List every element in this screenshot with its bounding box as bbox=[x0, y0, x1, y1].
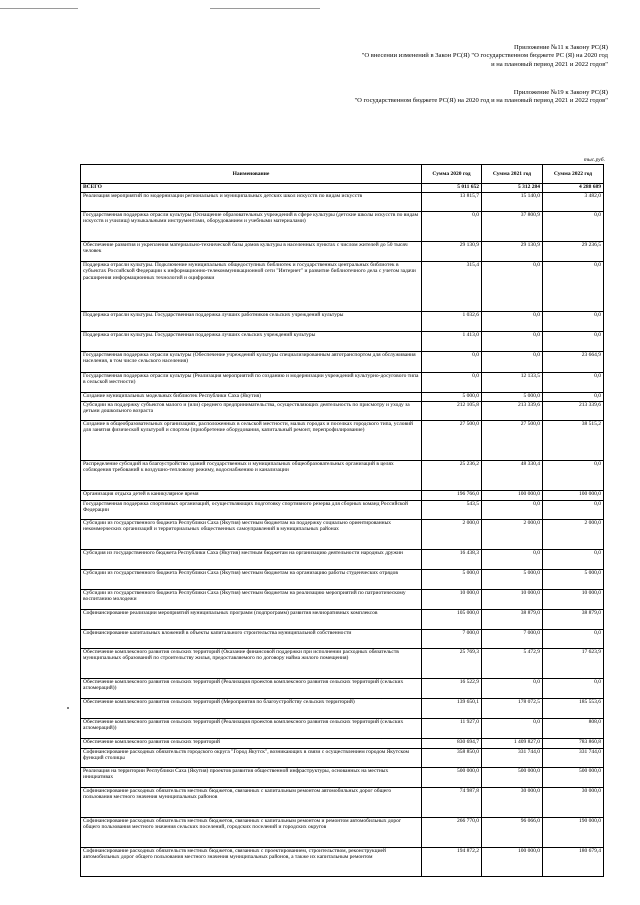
row-value-2022: 0,0 bbox=[543, 393, 604, 402]
appendix-11-line3: и на плановый период 2021 и 2022 годов" bbox=[491, 60, 608, 68]
row-value-2020: 543,5 bbox=[422, 501, 482, 520]
row-value-2022: 30 000,0 bbox=[543, 788, 604, 818]
row-value-2022: 0,0 bbox=[543, 212, 604, 242]
row-value-2022: 180 679,4 bbox=[543, 848, 604, 877]
row-value-2020: 0,0 bbox=[422, 373, 482, 393]
row-name: Реализация на территории Республики Саха (Якутия) проектов развития общественной инфраструктуры, основанных на местных инициативах bbox=[81, 768, 422, 788]
row-value-2021: 0,0 bbox=[482, 262, 543, 312]
row-value-2021: 1 409 827,0 bbox=[482, 739, 543, 749]
row-value-2022: 3 482,0 bbox=[543, 193, 604, 212]
row-value-2020: 5 011 652 bbox=[422, 184, 482, 193]
row-value-2022: 23 664,9 bbox=[543, 352, 604, 373]
row-value-2021: 100 000,0 bbox=[482, 491, 543, 501]
row-value-2021: 0,0 bbox=[482, 679, 543, 699]
row-value-2022: 190 000,0 bbox=[543, 818, 604, 848]
row-value-2022: 0,0 bbox=[543, 332, 604, 352]
appendix-19-line1: Приложение №19 к Закону РС(Я) bbox=[513, 89, 608, 96]
budget-table bbox=[80, 164, 604, 877]
column-header-2020: Сумма 2020 год bbox=[422, 165, 482, 184]
row-value-2022: 185 553,6 bbox=[543, 699, 604, 719]
row-value-2020: 266 770,0 bbox=[422, 818, 482, 848]
row-name: Софинансирование реализации мероприятий муниципальных программ (подпрограмм) развития мелиоративных комплексов bbox=[81, 610, 422, 630]
row-value-2022: 10 000,0 bbox=[543, 590, 604, 610]
row-name: Софинансирование расходных обязательств городского округа "Город Якутск", возникающих в связи с осуществлением городом Якутском функций столицы bbox=[81, 749, 422, 768]
row-value-2022: 0,0 bbox=[543, 501, 604, 520]
row-value-2020: 29 130,9 bbox=[422, 242, 482, 262]
row-name: Субсидии из государственного бюджета Республики Саха (Якутия) местным бюджетам на поддержку социально ориентированных некоммерческих организаций и территориальных общественных самоуправлений в муниципальных районах bbox=[81, 520, 422, 550]
row-value-2022: 0,0 bbox=[543, 373, 604, 393]
row-name: Субсидии из государственного бюджета Республики Саха (Якутия) местным бюджетам на реализацию мероприятий по патриотическому воспитанию молодежи bbox=[81, 590, 422, 610]
row-value-2021: 213 339,6 bbox=[482, 402, 543, 421]
row-value-2020: 830 694,7 bbox=[422, 739, 482, 749]
units-label: тыс.руб. bbox=[583, 157, 605, 163]
row-value-2022: 0,0 bbox=[543, 262, 604, 312]
row-value-2021: 38 879,0 bbox=[482, 610, 543, 630]
row-value-2022: 0,0 bbox=[543, 312, 604, 332]
row-value-2020: 7 000,0 bbox=[422, 630, 482, 649]
row-value-2020: 16 522,9 bbox=[422, 679, 482, 699]
row-value-2020: 0,0 bbox=[422, 352, 482, 373]
appendix-19-line2: "О государственном бюджете РС(Я) на 2020 год и на плановый период 2021 и 2022 годов" bbox=[354, 97, 608, 105]
appendix-11-line2: "О внесении изменений в Закон РС(Я) "О государственном бюджете РС (Я) на 2020 год bbox=[361, 52, 608, 60]
row-value-2021: 0,0 bbox=[482, 550, 543, 570]
row-name: Софинансирование расходных обязательств местных бюджетов, связанных с проектированием, строительством, реконструкцией автомобильных дорог общего пользования местного значения муниципальных районов, а также их капитальным ремонтом bbox=[81, 848, 422, 877]
row-name: Софинансирование расходных обязательств местных бюджетов, связанных с капитальным ремонтом автомобильных дорог общего пользования местного значения муниципальных районов bbox=[81, 788, 422, 818]
row-value-2020: 196 766,0 bbox=[422, 491, 482, 501]
row-name: Реализация мероприятий по модернизации региональных и муниципальных детских школ искусств по видам искусств bbox=[81, 193, 422, 212]
row-name: Субсидии из государственного бюджета Республики Саха (Якутия) местным бюджетам на организацию работы студенческих отрядов bbox=[81, 570, 422, 590]
row-value-2021: 5 312 284 bbox=[482, 184, 543, 193]
row-value-2020: 139 650,1 bbox=[422, 699, 482, 719]
row-name: Государственная поддержка отрасли культуры (Оснащение образовательных учреждений в сфере культуры (детские школы искусств по видам искусств и училищ) музыкальными инструментами, оборудованием и учебными материалами) bbox=[81, 212, 422, 242]
row-value-2021: 37 800,9 bbox=[482, 212, 543, 242]
row-value-2020: 13 815,7 bbox=[422, 193, 482, 212]
row-value-2020: 10 000,0 bbox=[422, 590, 482, 610]
row-value-2020: 27 500,0 bbox=[422, 421, 482, 461]
row-name: Государственная поддержка спортивных организаций, осуществляющих подготовку спортивного резерва для сборных команд Российской Федерации bbox=[81, 501, 422, 520]
row-value-2020: 500 000,0 bbox=[422, 768, 482, 788]
row-value-2020: 194 872,2 bbox=[422, 848, 482, 877]
row-name: Создание муниципальных модельных библиотек Республики Саха (Якутия) bbox=[81, 393, 422, 402]
row-name: Обеспечение комплексного развития сельских территорий (Реализация проектов комплексного развития сельских территорий (сельских агломераций)) bbox=[81, 679, 422, 699]
row-value-2022: 17 623,9 bbox=[543, 649, 604, 679]
row-value-2021: 2 000,0 bbox=[482, 520, 543, 550]
column-header-name: Наименование bbox=[81, 165, 422, 184]
row-value-2022: 331 744,0 bbox=[543, 749, 604, 768]
row-value-2022: 38 879,0 bbox=[543, 610, 604, 630]
row-value-2022: 29 236,5 bbox=[543, 242, 604, 262]
row-value-2021: 15 140,0 bbox=[482, 193, 543, 212]
row-value-2022: 808,0 bbox=[543, 719, 604, 739]
row-value-2021: 0,0 bbox=[482, 501, 543, 520]
row-value-2020: 5 000,0 bbox=[422, 393, 482, 402]
row-value-2021: 12 133,5 bbox=[482, 373, 543, 393]
appendix-19-header bbox=[354, 89, 608, 106]
row-value-2021: 7 000,0 bbox=[482, 630, 543, 649]
row-name: Обеспечение комплексного развития сельских территорий bbox=[81, 739, 422, 749]
row-value-2022: 783 860,8 bbox=[543, 739, 604, 749]
row-value-2022: 5 000,0 bbox=[543, 570, 604, 590]
row-value-2020: 1 413,0 bbox=[422, 332, 482, 352]
row-name: Государственная поддержка отрасли культуры (Обеспечение учреждений культуры специализированным автотранспортом для обслуживания населения, в том числе сельского населения) bbox=[81, 352, 422, 373]
row-name: Обеспечение комплексного развития сельских территорий (Реализация проектов комплексного развития сельских территорий (сельских агломераций)) bbox=[81, 719, 422, 739]
row-value-2022: 213 339,6 bbox=[543, 402, 604, 421]
row-value-2020: 11 927,0 bbox=[422, 719, 482, 739]
row-value-2021: 96 066,0 bbox=[482, 818, 543, 848]
row-value-2021: 30 000,0 bbox=[482, 788, 543, 818]
appendix-11-header bbox=[362, 44, 608, 69]
row-value-2020: 315,4 bbox=[422, 262, 482, 312]
scan-artifact-line bbox=[0, 8, 78, 9]
row-value-2021: 0,0 bbox=[482, 719, 543, 739]
scan-speck bbox=[67, 707, 69, 709]
row-name: Субсидия из государственного бюджета Республики Саха (Якутия) местным бюджетам на организацию деятельности народных дружин bbox=[81, 550, 422, 570]
row-value-2021: 0,0 bbox=[482, 332, 543, 352]
row-name: Организация отдыха детей в каникулярное время bbox=[81, 491, 422, 501]
row-value-2020: 5 000,0 bbox=[422, 570, 482, 590]
row-value-2020: 2 000,0 bbox=[422, 520, 482, 550]
row-name: Поддержка отрасли культуры. Государственная поддержка лучших сельских учреждений культуры bbox=[81, 332, 422, 352]
row-value-2021: 5 000,0 bbox=[482, 570, 543, 590]
row-value-2021: 0,0 bbox=[482, 352, 543, 373]
row-name: Поддержка отрасли культуры. Государственная поддержка лучших работников сельских учреждений культуры bbox=[81, 312, 422, 332]
row-name: Обеспечение комплексного развития сельских территорий (Мероприятия по благоустройству сельских территорий) bbox=[81, 699, 422, 719]
scan-artifact-line bbox=[210, 8, 320, 9]
row-name: Создание в общеобразовательных организациях, расположенных в сельской местности, малых городах и поселках городского типа, условий для занятия физической культурой и спортом (приобретение оборудования, капитальный ремонт, перепрофилирование) bbox=[81, 421, 422, 461]
row-name: Государственная поддержка отрасли культуры (Реализация мероприятий по созданию и модернизации учреждений культурно-досугового типа в сельской местности) bbox=[81, 373, 422, 393]
row-value-2022: 0,0 bbox=[543, 461, 604, 491]
row-value-2022: 500 000,0 bbox=[543, 768, 604, 788]
row-value-2022: 100 000,0 bbox=[543, 491, 604, 501]
row-value-2022: 2 000,0 bbox=[543, 520, 604, 550]
row-value-2022: 4 288 689 bbox=[543, 184, 604, 193]
row-name: Обеспечение развития и укрепления материально-технической базы домов культуры в населенных пунктах с числом жителей до 50 тысяч человек bbox=[81, 242, 422, 262]
appendix-11-line1: Приложение №11 к Закону РС(Я) bbox=[514, 44, 608, 51]
row-value-2022: 38 515,2 bbox=[543, 421, 604, 461]
row-name: Софинансирование расходных обязательств местных бюджетов, связанных с капитальным ремонтом и ремонтом автомобильных дорог общего пользования местного значения сельских поселений, городских поселений и городских округов bbox=[81, 818, 422, 848]
row-value-2020: 212 105,8 bbox=[422, 402, 482, 421]
row-value-2021: 29 130,9 bbox=[482, 242, 543, 262]
row-name: Софинансирование капитальных вложений в объекты капитального строительства муниципальной собственности bbox=[81, 630, 422, 649]
row-value-2020: 16 438,3 bbox=[422, 550, 482, 570]
row-value-2022: 0,0 bbox=[543, 679, 604, 699]
row-value-2020: 1 032,6 bbox=[422, 312, 482, 332]
row-value-2021: 178 072,5 bbox=[482, 699, 543, 719]
row-value-2021: 100 000,0 bbox=[482, 848, 543, 877]
row-value-2022: 0,0 bbox=[543, 550, 604, 570]
row-name: Субсидии на поддержку субъектов малого и (или) среднего предпринимательства, осуществляющих деятельность по присмотру и уходу за детьми дошкольного возраста bbox=[81, 402, 422, 421]
row-value-2021: 500 000,0 bbox=[482, 768, 543, 788]
row-value-2021: 331 744,0 bbox=[482, 749, 543, 768]
row-value-2021: 5 472,9 bbox=[482, 649, 543, 679]
row-name: ВСЕГО bbox=[81, 184, 422, 193]
column-header-2021: Сумма 2021 год bbox=[482, 165, 543, 184]
row-value-2022: 0,0 bbox=[543, 630, 604, 649]
row-value-2020: 358 850,0 bbox=[422, 749, 482, 768]
row-name: Распределение субсидий на благоустройство зданий государственных и муниципальных общеобразовательных организаций в целях соблюдения требований к воздушно-тепловому режиму, водоснабжению и канализации bbox=[81, 461, 422, 491]
row-value-2020: 0,0 bbox=[422, 212, 482, 242]
column-header-2022: Сумма 2022 год bbox=[543, 165, 604, 184]
row-value-2021: 0,0 bbox=[482, 312, 543, 332]
row-name: Поддержка отрасли культуры. Подключение муниципальных общедоступных библиотек и государственных центральных библиотек в субъектах Российской Федерации к информационно-телекоммуникационной сети "Интернет" и развитие библиотечного дела с учетом задачи расширения информационных технологий и оцифровки bbox=[81, 262, 422, 312]
row-value-2021: 48 330,4 bbox=[482, 461, 543, 491]
row-name: Обеспечение комплексного развития сельских территорий (Оказание финансовой поддержки при исполнении расходных обязательств муниципальных образований по строительству жилья, предоставляемого по договору найма жилого помещения) bbox=[81, 649, 422, 679]
row-value-2021: 27 500,0 bbox=[482, 421, 543, 461]
row-value-2020: 25 769,3 bbox=[422, 649, 482, 679]
row-value-2020: 105 000,0 bbox=[422, 610, 482, 630]
row-value-2020: 25 236,2 bbox=[422, 461, 482, 491]
row-value-2021: 5 000,0 bbox=[482, 393, 543, 402]
row-value-2021: 10 000,0 bbox=[482, 590, 543, 610]
row-value-2020: 74 987,8 bbox=[422, 788, 482, 818]
